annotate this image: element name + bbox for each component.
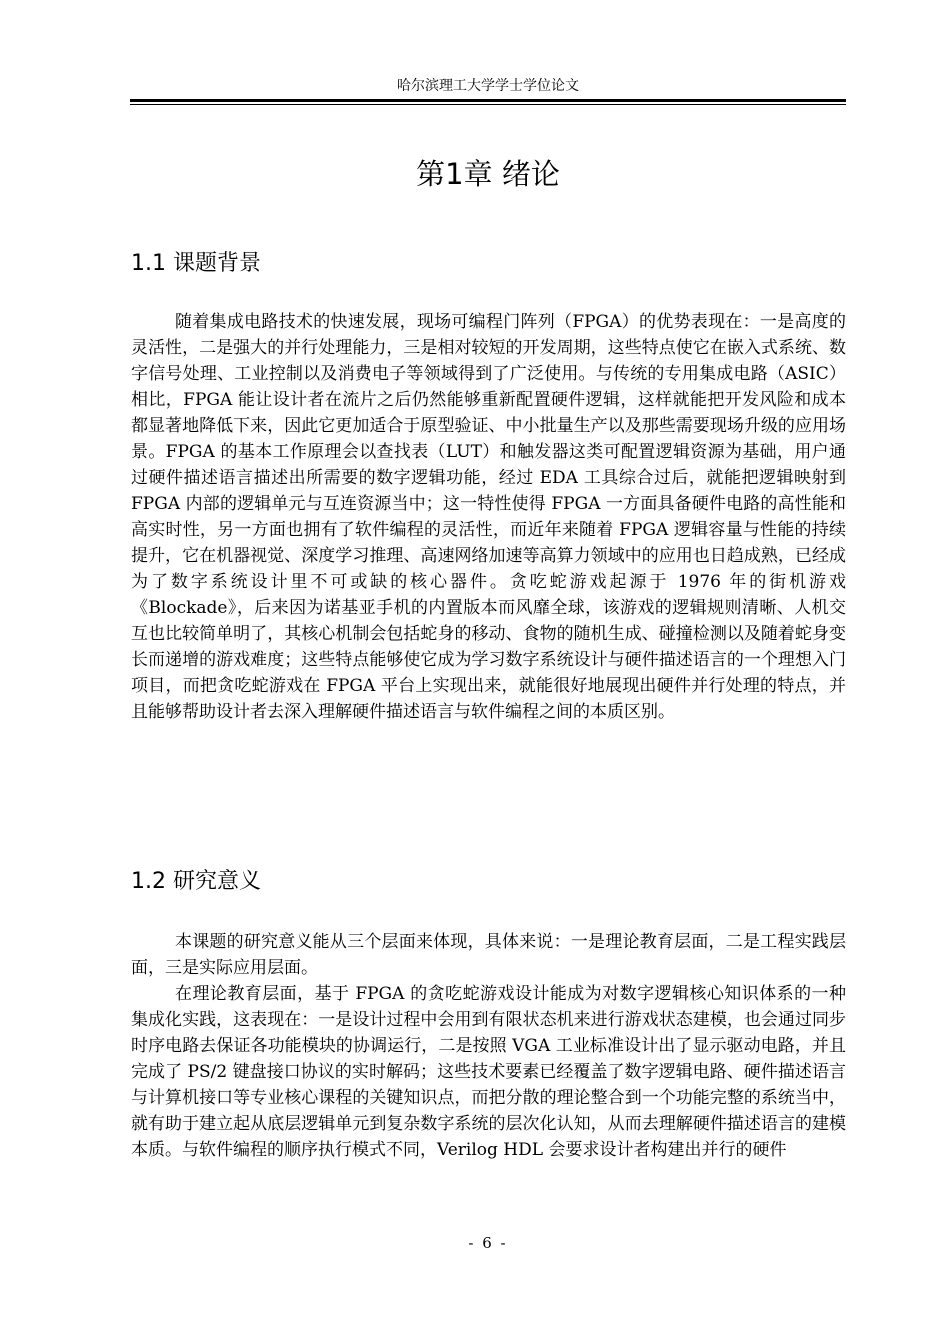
running-header: 哈尔滨理工大学学士学位论文 [397,78,579,94]
section-heading-1-1: 1.1 课题背景 [131,251,261,276]
section-heading-1-2: 1.2 研究意义 [131,869,261,894]
paragraph-significance-intro: 本课题的研究意义能从三个层面来体现，具体来说：一是理论教育层面，二是工程实践层面，三是实际应用层面。 [131,932,846,978]
page-number: - 6 - [468,1234,508,1252]
header-rule [130,99,846,102]
paragraph-significance-theory: 在理论教育层面，基于 FPGA 的贪吃蛇游戏设计能成为对数字逻辑核心知识体系的一种集成化实践，这表现在：一是设计过程中会用到有限状态机来进行游戏状态建模，也会通过同步时序电路去保证各功能模块的协调运行，二是按照 VGA 工业标准设计出了显示驱动电路，并且完成了 PS/2 键盘接口协议的实时解码；这些技术要素已经覆盖了数字逻辑电路、硬件描述语言与计算机接口等专业核心课程的关键知识点，而把分散的理论整合到一个功能完整的系统当中，就有助于建立起从底层逻辑单元到复杂数字系统的层次化认知，从而去理解硬件描述语言的建模本质。与软件编程的顺序执行模式不同，Verilog HDL 会要求设计者构建出并行的硬件 [131,984,846,1160]
paragraph-background: 随着集成电路技术的快速发展，现场可编程门阵列（FPGA）的优势表现在：一是高度的灵活性，二是强大的并行处理能力，三是相对较短的开发周期，这些特点使它在嵌入式系统、数字信号处理、工业控制以及消费电子等领域得到了广泛使用。与传统的专用集成电路（ASIC）相比，FPGA 能让设计者在流片之后仍然能够重新配置硬件逻辑，这样就能把开发风险和成本都显著地降低下来，因此它更加适合于原型验证、中小批量生产以及那些需要现场升级的应用场景。FPGA 的基本工作原理会以查找表（LUT）和触发器这类可配置逻辑资源为基础，用户通过硬件描述语言描述出所需要的数字逻辑功能，经过 EDA 工具综合过后，就能把逻辑映射到 FPGA 内部的逻辑单元与互连资源当中；这一特性使得 FPGA 一方面具备硬件电路的高性能和高实时性，另一方面也拥有了软件编程的灵活性，而近年来随着 FPGA 逻辑容量与性能的持续提升，它在机器视觉、深度学习推理、高速网络加速等高算力领域中的应用也日趋成熟，已经成为了数字系统设计里不可或缺的核心器件。贪吃蛇游戏起源于 1976 年的街机游戏《Blockade》，后来因为诺基亚手机的内置版本而风靡全球，该游戏的逻辑规则清晰、人机交互也比较简单明了，其核心机制会包括蛇身的移动、食物的随机生成、碰撞检测以及随着蛇身变长而递增的游戏难度；这些特点能够使它成为学习数字系统设计与硬件描述语言的一个理想入门项目，而把贪吃蛇游戏在 FPGA 平台上实现出来，就能很好地展现出硬件并行处理的特点，并且能够帮助设计者去深入理解硬件描述语言与软件编程之间的本质区别。 [131,312,846,722]
chapter-title: 第1章 绪论 [416,157,560,191]
header-rule-thin [130,104,846,105]
